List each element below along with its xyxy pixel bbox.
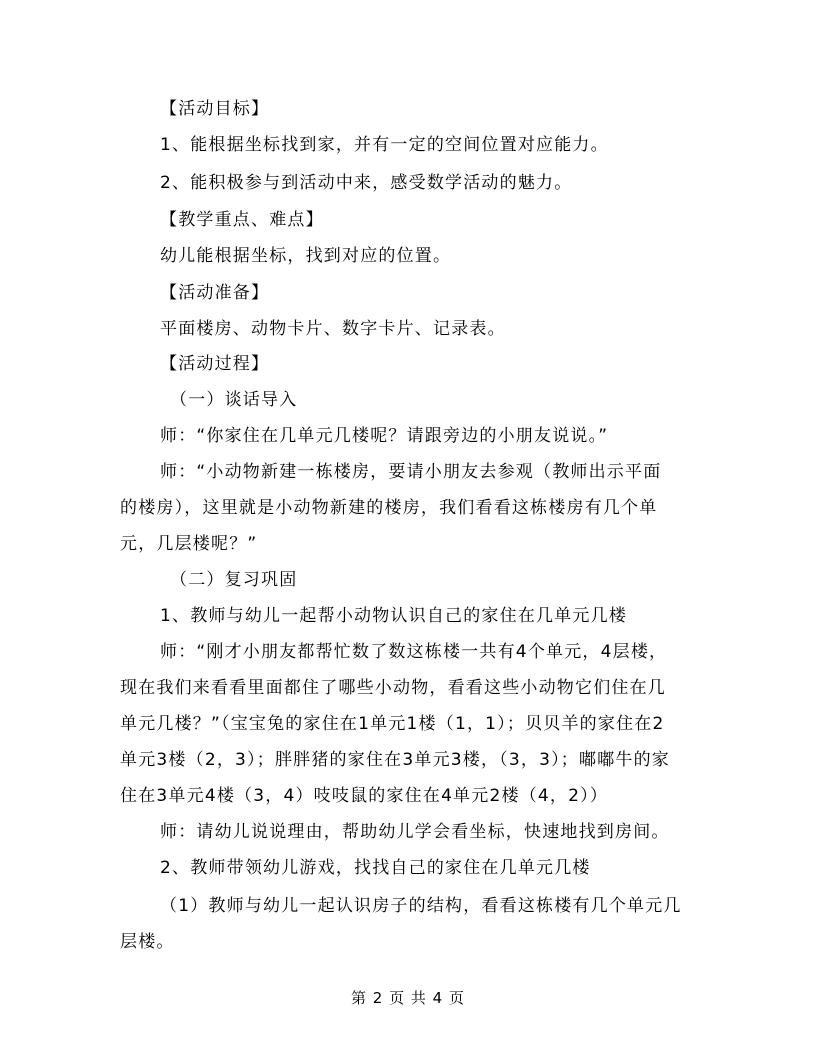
prep-text: 平面楼房、动物卡片、数字卡片、记录表。	[160, 319, 506, 339]
paragraph-4-line-4: 单元3楼（2，3）；胖胖猪的家住在3单元3楼，（3，3）；嘟嘟牛的家	[120, 750, 671, 770]
process-heading: 【活动过程】	[160, 354, 270, 374]
paragraph-4-line-1: 师：“刚才小朋友都帮忙数了数这栋楼一共有4个单元，4层楼，	[160, 642, 668, 662]
key-text: 幼儿能根据坐标，找到对应的位置。	[160, 246, 452, 266]
paragraph-5: 师：请幼儿说说理由，帮助幼儿学会看坐标，快速地找到房间。	[160, 822, 670, 842]
paragraph-7-line-1: （1）教师与幼儿一起认识房子的结构，看看这栋楼有几个单元几	[160, 896, 682, 916]
paragraph-3: 1、教师与幼儿一起帮小动物认识自己的家住在几单元几楼	[160, 606, 628, 626]
paragraph-2-line-2: 的楼房），这里就是小动物新建的楼房，我们看看这栋楼房有几个单	[120, 498, 658, 518]
paragraph-6: 2、教师带领幼儿游戏，找找自己的家住在几单元几楼	[160, 858, 591, 878]
paragraph-7-line-2: 层楼。	[120, 932, 175, 952]
paragraph-2-line-1: 师：“小动物新建一栋楼房，要请小朋友去参观（教师出示平面	[160, 462, 662, 482]
paragraph-4-line-2: 现在我们来看看里面都住了哪些小动物，看看这些小动物它们住在几	[120, 678, 666, 698]
key-heading: 【教学重点、难点】	[160, 210, 324, 230]
paragraph-4-line-5: 住在3单元4楼（3，4）吱吱鼠的家住在4单元2楼（4，2））	[120, 786, 609, 806]
goal-heading: 【活动目标】	[160, 99, 270, 119]
goal-item-2: 2、能积极参与到活动中来，感受数学活动的魅力。	[160, 173, 573, 193]
prep-heading: 【活动准备】	[160, 283, 270, 303]
paragraph-4-line-3: 单元几楼？”（宝宝兔的家住在1单元1楼（1，1）；贝贝羊的家住在2	[120, 714, 665, 734]
part2-heading: （二）复习巩固	[170, 570, 298, 590]
part1-heading: （一）谈话导入	[170, 390, 298, 410]
goal-item-1: 1、能根据坐标找到家，并有一定的空间位置对应能力。	[160, 135, 609, 155]
paragraph-1: 师：“你家住在几单元几楼呢？请跟旁边的小朋友说说。”	[160, 426, 609, 446]
paragraph-2-line-3: 元，几层楼呢？”	[120, 534, 258, 554]
page-number-footer: 第 2 页 共 4 页	[351, 989, 465, 1007]
